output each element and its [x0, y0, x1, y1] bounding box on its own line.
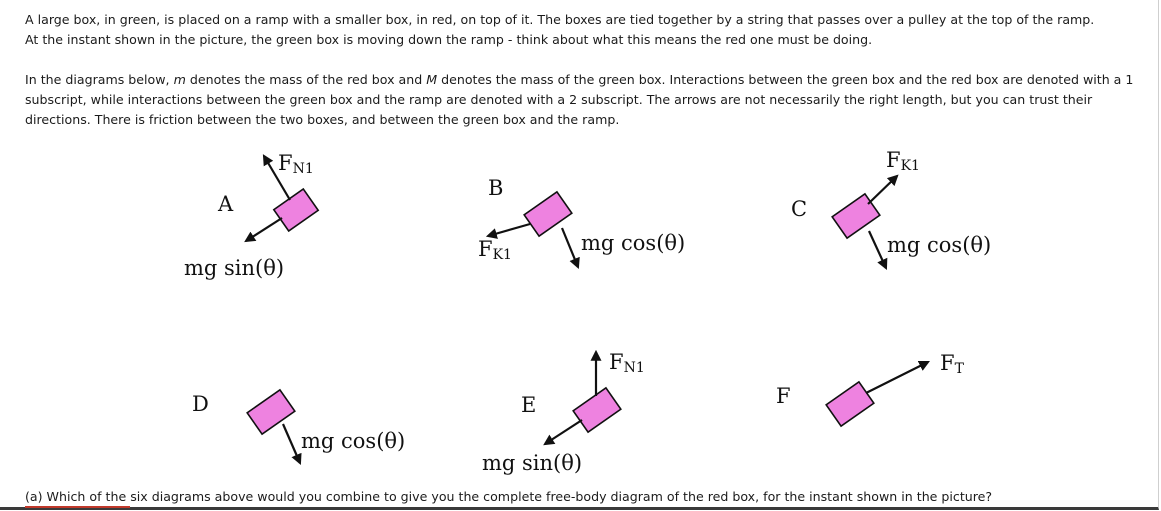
diagram-f-letter: F — [776, 384, 791, 408]
diagram-f — [776, 351, 965, 426]
force-mgcos-b: mg cos(θ) — [581, 231, 686, 255]
force-fk1-c: FK1 — [886, 148, 920, 174]
arrow-mgcos-b — [562, 228, 578, 267]
free-body-diagrams — [0, 140, 1161, 485]
intro-line-2: At the instant shown in the picture, the green box is moving down the ramp - think about what this means the red one must be doing. — [25, 32, 873, 47]
intro-line-1: A large box, in green, is placed on a ramp with a smaller box, in red, on top of it. The boxes are tied together by a string that passes over a pulley at the top of the ramp. — [25, 12, 1095, 27]
answer-marker — [25, 506, 130, 508]
arrow-mgsin-e — [545, 420, 582, 444]
diagram-c-letter: C — [791, 197, 808, 221]
force-fk1-b: FK1 — [478, 237, 512, 263]
mass-M: M — [426, 72, 438, 87]
force-mgcos-d: mg cos(θ) — [301, 429, 406, 453]
diagram-d — [192, 390, 405, 463]
question-text: (a) Which of the six diagrams above would you combine to give you the complete free-body diagram of the red box, for the instant shown in the picture? — [25, 489, 993, 504]
arrow-ft-f — [866, 362, 928, 393]
arrow-mgcos-d — [283, 424, 300, 463]
diagram-a — [184, 151, 318, 280]
diagram-a-letter: A — [218, 192, 234, 216]
arrow-fk1-b — [488, 224, 530, 236]
diagram-c — [791, 148, 991, 268]
p2-text-b: denotes the mass of the red box and — [185, 72, 427, 87]
red-box-a — [274, 189, 318, 231]
force-fn1-e: FN1 — [609, 350, 645, 376]
arrow-mgsin-a — [246, 218, 282, 241]
diagram-e-letter: E — [521, 393, 537, 417]
intro-paragraph-1 — [25, 10, 1150, 50]
force-mgsin-e: mg sin(θ) — [482, 451, 583, 475]
force-ft-f: FT — [940, 351, 964, 377]
diagram-b-letter: B — [488, 176, 504, 200]
diagram-d-letter: D — [192, 392, 209, 416]
diagram-b — [478, 176, 685, 267]
red-box-b — [524, 192, 572, 236]
force-mgsin-a: mg sin(θ) — [184, 256, 285, 280]
red-box-d — [247, 390, 295, 434]
arrow-mgcos-c — [869, 231, 886, 268]
force-fn1-a: FN1 — [278, 151, 314, 177]
diagram-e — [482, 350, 645, 475]
arrow-fk1-c — [868, 176, 897, 204]
mass-m: m — [173, 72, 186, 87]
red-box-f — [826, 382, 874, 426]
force-mgcos-c: mg cos(θ) — [887, 233, 992, 257]
p2-text-c: denotes the mass of the green box. Interactions between the green box and the red box are denoted with a 1 subscript, while interactions between the green box and the ramp are denoted with a 2 subscript. The arrows are not necessarily the right length, but you can trust their directions. There is friction between the two boxes, and between the green box and the ramp. — [25, 72, 1134, 127]
intro-paragraph-2 — [25, 70, 1150, 130]
p2-text-a: In the diagrams below, — [25, 72, 174, 87]
